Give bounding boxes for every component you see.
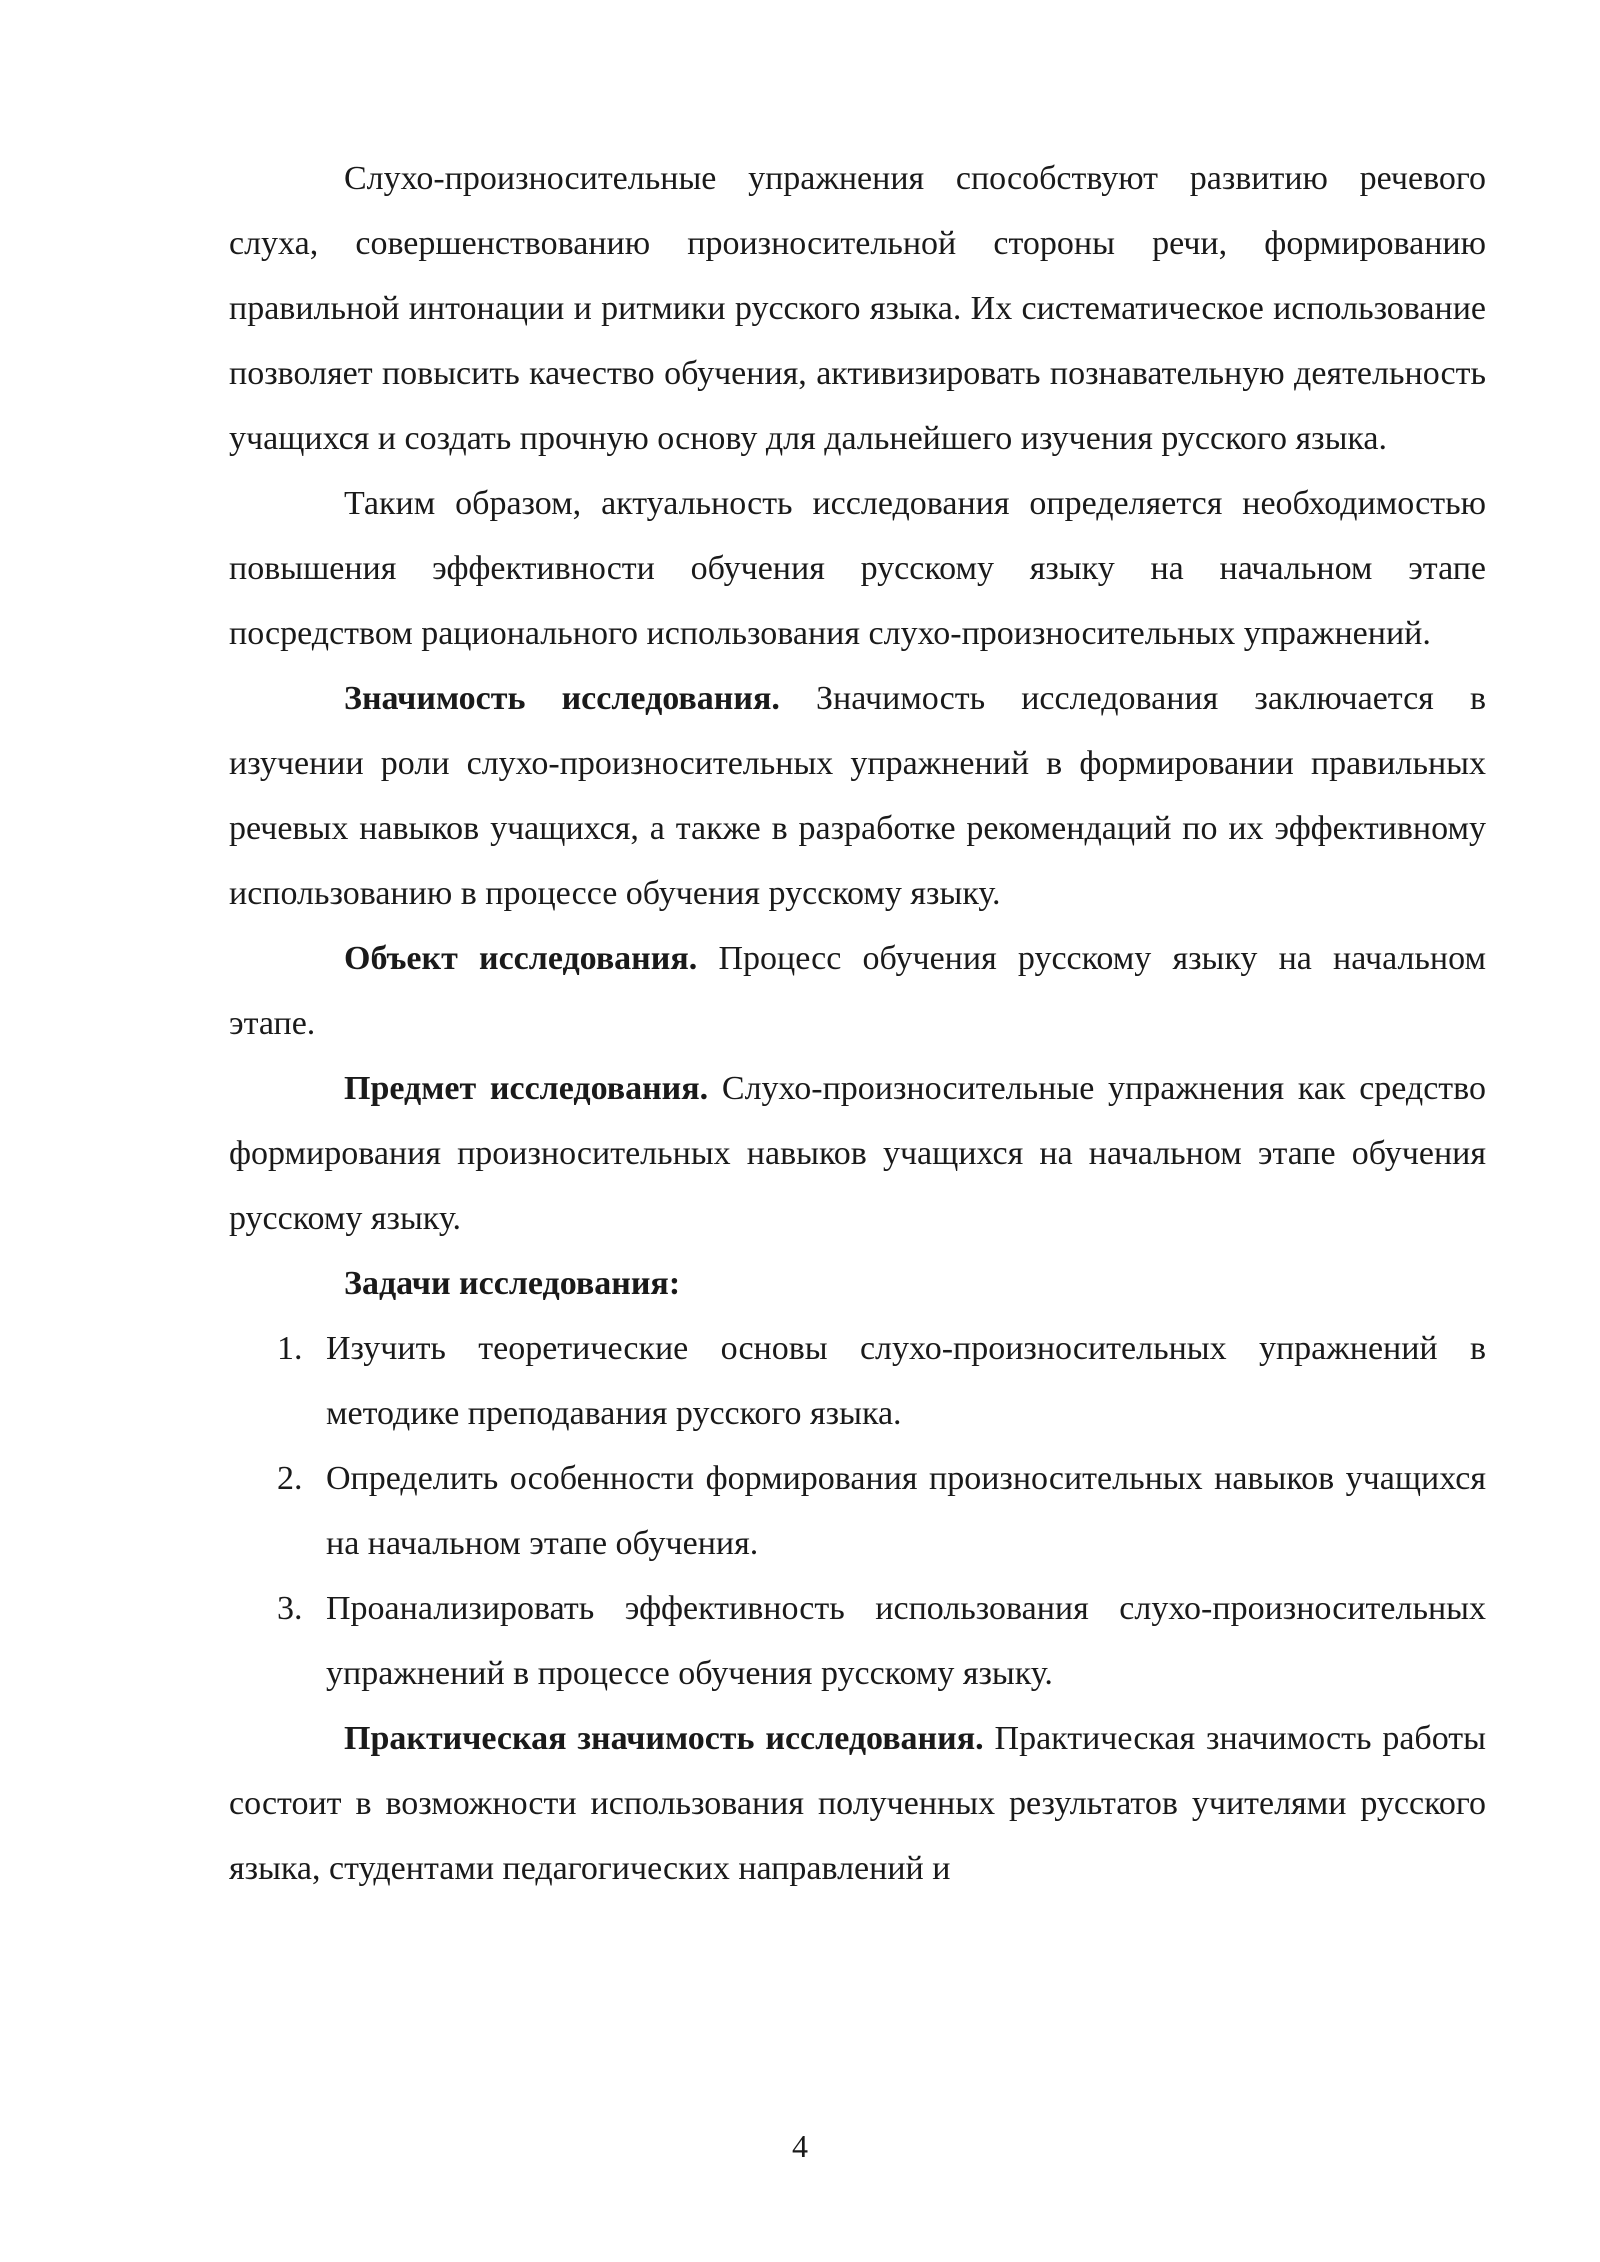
task-number: 2.: [277, 1460, 303, 1497]
task-number: 1.: [277, 1330, 303, 1367]
paragraph-practical-significance: [229, 1706, 1486, 1901]
task-text: Изучить теоретические основы слухо-произносительных упражнений в методике преподавания русского языка.: [326, 1330, 1486, 1432]
task-item: [229, 1316, 1486, 1446]
page-number: 4: [792, 2128, 808, 2164]
task-number: 3.: [277, 1590, 303, 1627]
object-text: Процесс обучения русскому языку на начальном этапе.: [229, 940, 1486, 1042]
subject-label: Предмет исследования.: [344, 1070, 709, 1107]
paragraph-object: [229, 926, 1486, 1056]
task-item: [229, 1576, 1486, 1706]
tasks-list: [229, 1316, 1486, 1706]
page-body: [229, 146, 1486, 1901]
practical-label: Практическая значимость исследования.: [344, 1720, 984, 1757]
paragraph-subject: [229, 1056, 1486, 1251]
significance-label: Значимость исследования.: [344, 680, 780, 717]
paragraph-relevance: Таким образом, актуальность исследования определяется необходимостью повышения эффективности обучения русскому языку на начальном этапе посредством рационального использования слухо-произносительных упражнений.: [229, 485, 1486, 652]
object-label: Объект исследования.: [344, 940, 698, 977]
task-item: [229, 1446, 1486, 1576]
task-text: Проанализировать эффективность использования слухо-произносительных упражнений в процессе обучения русскому языку.: [326, 1590, 1486, 1692]
task-text: Определить особенности формирования произносительных навыков учащихся на начальном этапе обучения.: [326, 1460, 1486, 1562]
tasks-heading: Задачи исследования:: [344, 1265, 681, 1302]
paragraph-exercises-benefits: Слухо-произносительные упражнения способствуют развитию речевого слуха, совершенствованию произносительной стороны речи, формированию правильной интонации и ритмики русского языка. Их систематическое использование позволяет повысить качество обучения, активизировать познавательную деятельность учащихся и создать прочную основу для дальнейшего изучения русского языка.: [229, 160, 1486, 457]
practical-text: Практическая значимость работы состоит в возможности использования полученных результатов учителями русского языка, студентами педагогических направлений и: [229, 1720, 1486, 1887]
subject-text: Слухо-произносительные упражнения как средство формирования произносительных навыков учащихся на начальном этапе обучения русскому языку.: [229, 1070, 1486, 1237]
paragraph-significance: [229, 666, 1486, 926]
significance-text: Значимость исследования заключается в изучении роли слухо-произносительных упражнений в формировании правильных речевых навыков учащихся, а также в разработке рекомендаций по их эффективному использованию в процессе обучения русскому языку.: [229, 680, 1487, 912]
